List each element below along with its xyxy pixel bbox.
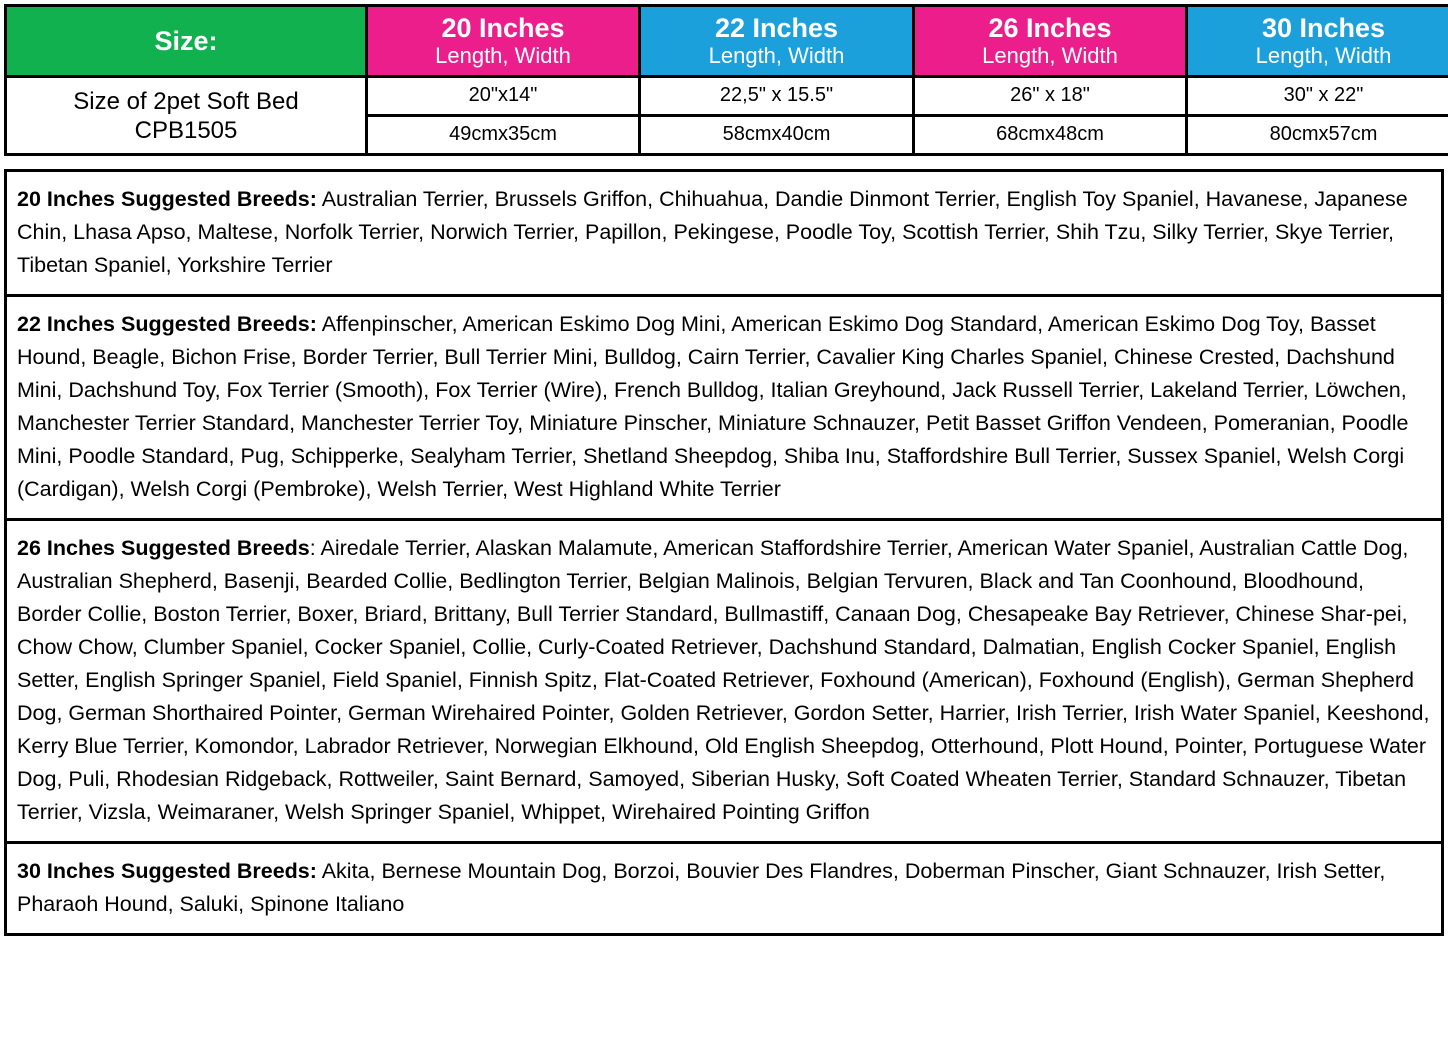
breed-heading-26: 26 Inches Suggested Breeds <box>17 536 310 560</box>
size-table <box>4 4 1448 156</box>
breed-heading-30: 30 Inches Suggested Breeds: <box>17 859 317 883</box>
header-col-26-inches: 26 Inches <box>915 13 1185 43</box>
header-size-label: Size: <box>6 6 367 77</box>
cell-22-imperial: 22,5" x 15.5" <box>641 78 912 117</box>
cell-30-imperial: 30" x 22" <box>1188 78 1448 117</box>
header-col-20-inches: 20 Inches <box>368 13 638 43</box>
row-label <box>6 77 367 155</box>
size-chart-page <box>0 4 1448 1046</box>
breed-block-26 <box>7 521 1441 844</box>
row-label-line2: CPB1505 <box>7 116 365 145</box>
cell-20 <box>367 77 640 155</box>
breed-block-30 <box>7 844 1441 936</box>
header-col-26 <box>914 6 1187 77</box>
cell-30-metric: 80cmx57cm <box>1188 117 1448 153</box>
header-col-30-inches: 30 Inches <box>1188 13 1448 43</box>
breed-block-20 <box>7 172 1441 297</box>
cell-20-metric: 49cmx35cm <box>368 117 638 153</box>
breeds-section <box>4 169 1444 936</box>
header-col-26-sub: Length, Width <box>915 43 1185 69</box>
cell-30 <box>1187 77 1448 155</box>
cell-22-metric: 58cmx40cm <box>641 117 912 153</box>
header-col-20 <box>367 6 640 77</box>
table-header-row <box>6 6 1448 77</box>
breed-list-20: Australian Terrier, Brussels Griffon, Chihuahua, Dandie Dinmont Terrier, English Toy Spaniel, Havanese, Japanese Chin, Lhasa Apso, Maltese, Norfolk Terrier, Norwich Terrier, Papillon, Pekingese, Poodle Toy, Scottish Terrier, Shih Tzu, Silky Terrier, Skye Terrier, Tibetan Spaniel, Yorkshire Terrier <box>17 187 1408 277</box>
table-data-row <box>6 77 1448 155</box>
breed-list-26: : Airedale Terrier, Alaskan Malamute, American Staffordshire Terrier, American Water Spaniel, Australian Cattle Dog, Australian Shepherd, Basenji, Bearded Collie, Bedlington Terrier, Belgian Malinois, Belgian Tervuren, Black and Tan Coonhound, Bloodhound, Border Collie, Boston Terrier, Boxer, Briard, Brittany, Bull Terrier Standard, Bullmastiff, Canaan Dog, Chesapeake Bay Retriever, Chinese Shar-pei, Chow Chow, Clumber Spaniel, Cocker Spaniel, Collie, Curly-Coated Retriever, Dachshund Standard, Dalmatian, English Cocker Spaniel, English Setter, English Springer Spaniel, Field Spaniel, Finnish Spitz, Flat-Coated Retriever, Foxhound (American), Foxhound (English), German Shepherd Dog, German Shorthaired Pointer, German Wirehaired Pointer, Golden Retriever, Gordon Setter, Harrier, Irish Terrier, Irish Water Spaniel, Keeshond, Kerry Blue Terrier, Komondor, Labrador Retriever, Norwegian Elkhound, Old English Sheepdog, Otterhound, Plott Hound, Pointer, Portuguese Water Dog, Puli, Rhodesian Ridgeback, Rottweiler, Saint Bernard, Samoyed, Siberian Husky, Soft Coated Wheaten Terrier, Standard Schnauzer, Tibetan Terrier, Vizsla, Weimaraner, Welsh Springer Spaniel, Whippet, Wirehaired Pointing Griffon <box>17 536 1430 824</box>
header-col-20-sub: Length, Width <box>368 43 638 69</box>
header-col-22-sub: Length, Width <box>641 43 912 69</box>
breed-block-22 <box>7 297 1441 521</box>
header-col-30 <box>1187 6 1448 77</box>
breed-heading-20: 20 Inches Suggested Breeds: <box>17 187 317 211</box>
row-label-line1: Size of 2pet Soft Bed <box>7 87 365 116</box>
header-col-30-sub: Length, Width <box>1188 43 1448 69</box>
cell-26-imperial: 26" x 18" <box>915 78 1185 117</box>
cell-22 <box>640 77 914 155</box>
cell-26-metric: 68cmx48cm <box>915 117 1185 153</box>
breed-list-22: Affenpinscher, American Eskimo Dog Mini, American Eskimo Dog Standard, American Eskimo Dog Toy, Basset Hound, Beagle, Bichon Frise, Border Terrier, Bull Terrier Mini, Bulldog, Cairn Terrier, Cavalier King Charles Spaniel, Chinese Crested, Dachshund Mini, Dachshund Toy, Fox Terrier (Smooth), Fox Terrier (Wire), French Bulldog, Italian Greyhound, Jack Russell Terrier, Lakeland Terrier, Löwchen, Manchester Terrier Standard, Manchester Terrier Toy, Miniature Pinscher, Miniature Schnauzer, Petit Basset Griffon Vendeen, Pomeranian, Poodle Mini, Poodle Standard, Pug, Schipperke, Sealyham Terrier, Shetland Sheepdog, Shiba Inu, Staffordshire Bull Terrier, Sussex Spaniel, Welsh Corgi (Cardigan), Welsh Corgi (Pembroke), Welsh Terrier, West Highland White Terrier <box>17 312 1408 501</box>
breed-list-30: Akita, Bernese Mountain Dog, Borzoi, Bouvier Des Flandres, Doberman Pinscher, Giant Schnauzer, Irish Setter, Pharaoh Hound, Saluki, Spinone Italiano <box>17 859 1385 916</box>
cell-20-imperial: 20"x14" <box>368 78 638 117</box>
header-col-22-inches: 22 Inches <box>641 13 912 43</box>
cell-26 <box>914 77 1187 155</box>
breed-heading-22: 22 Inches Suggested Breeds: <box>17 312 317 336</box>
header-col-22 <box>640 6 914 77</box>
